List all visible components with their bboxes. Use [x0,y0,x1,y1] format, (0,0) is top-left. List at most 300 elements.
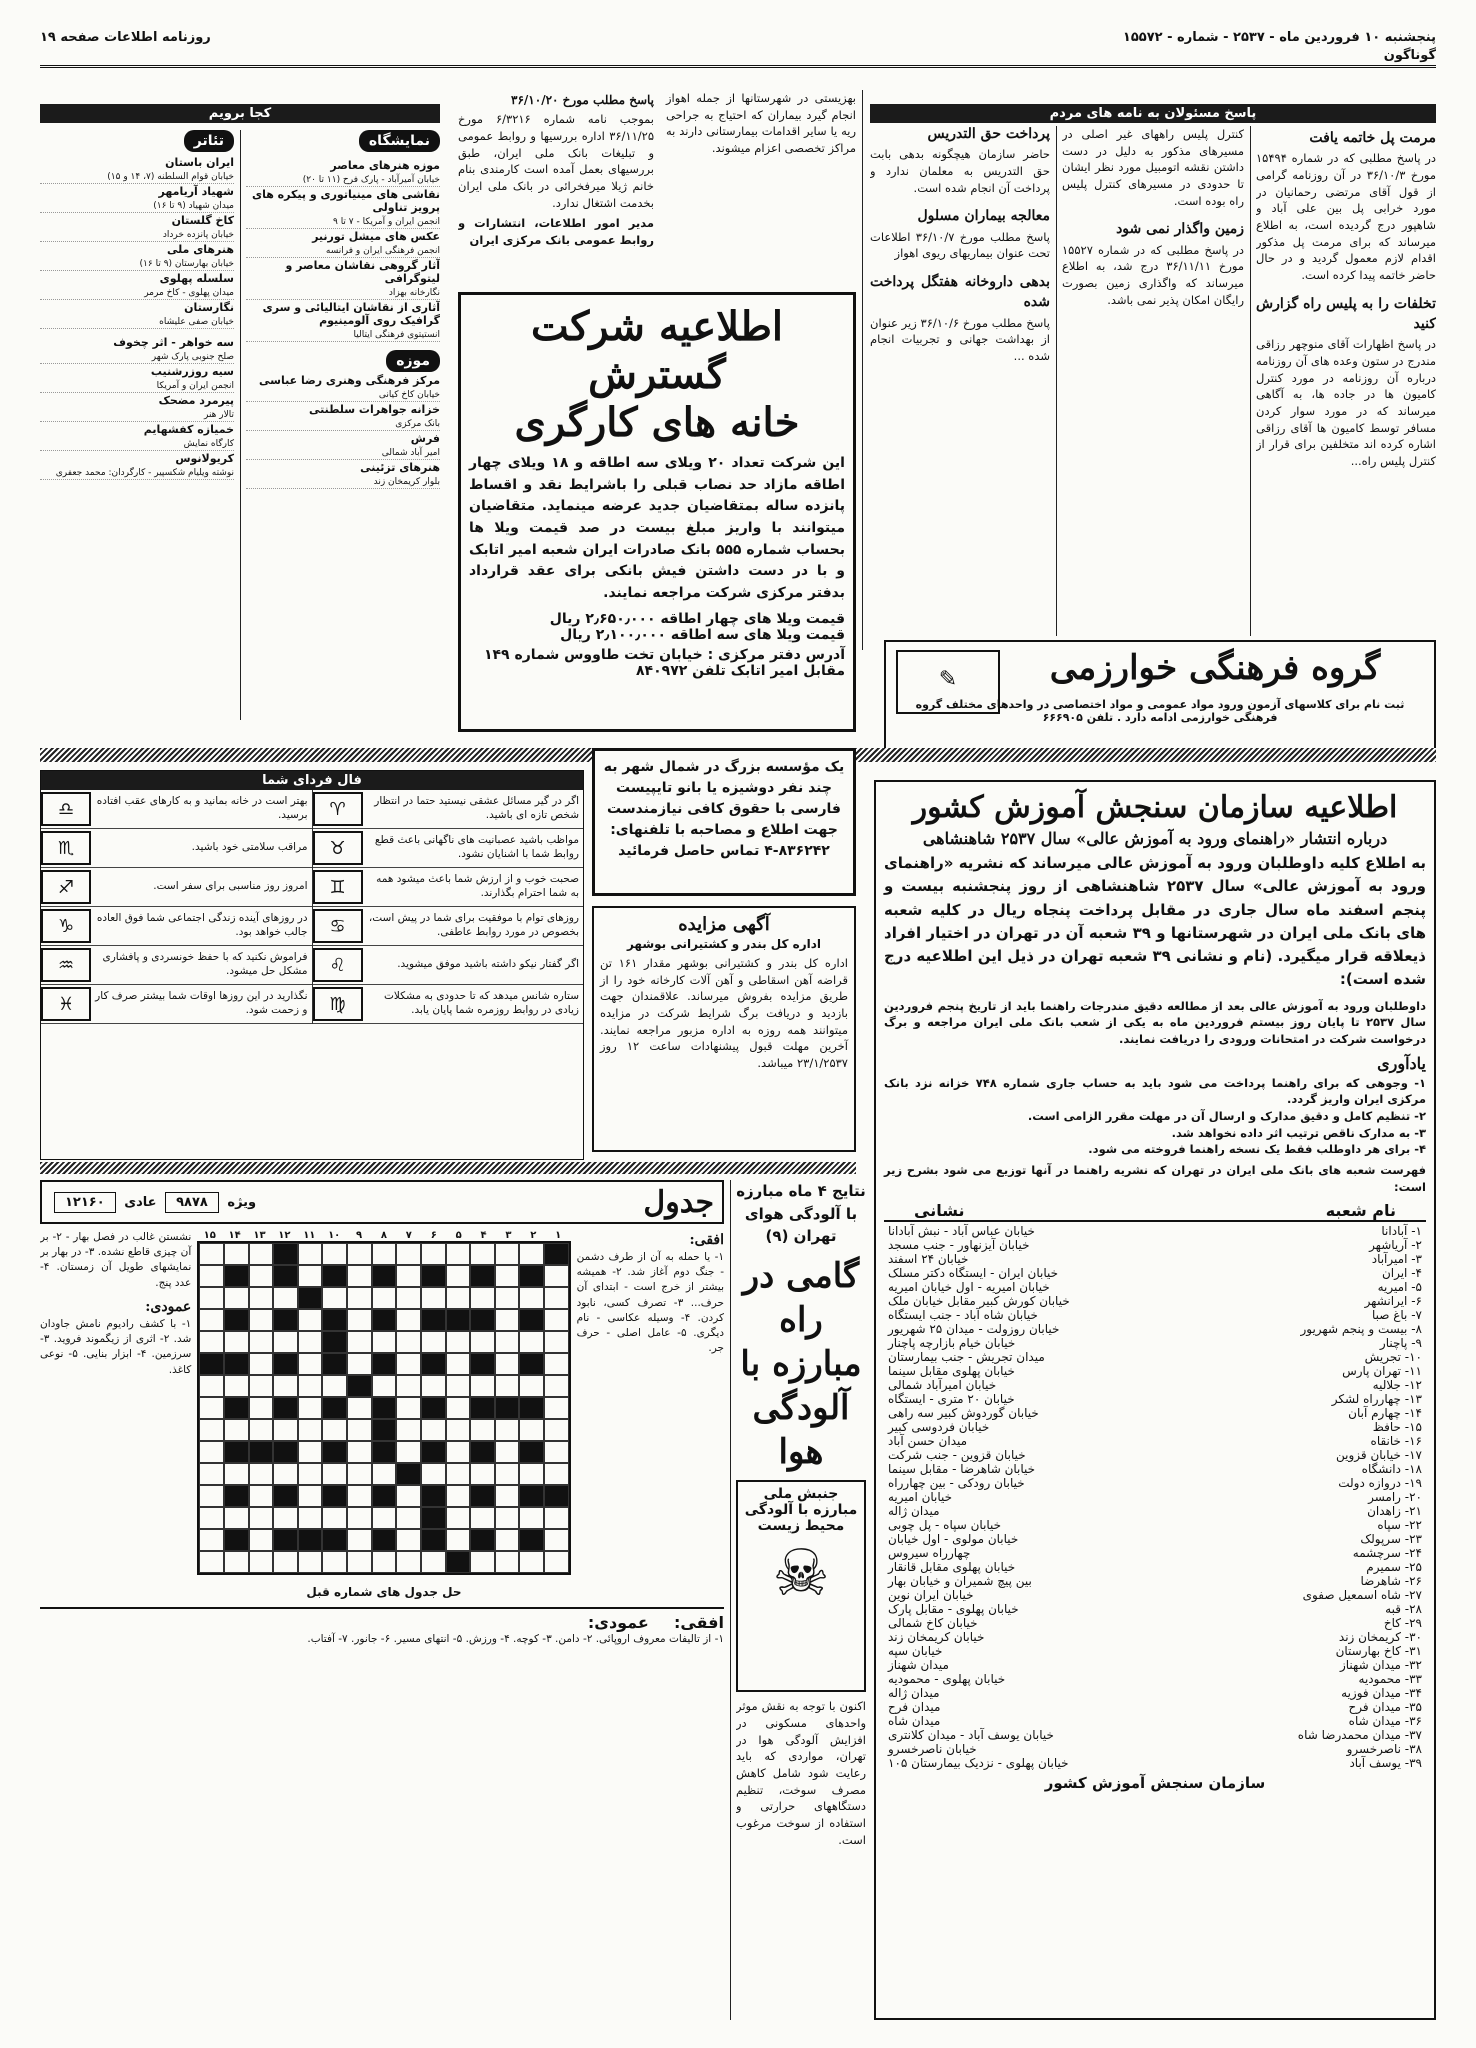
grid-cell[interactable] [470,1287,495,1309]
list-item [246,460,440,489]
grid-cell[interactable] [421,1419,446,1441]
grid-cell[interactable] [273,1375,298,1397]
grid-cell[interactable] [322,1507,347,1529]
grid-cell[interactable] [544,1243,569,1265]
grid-cell[interactable] [544,1309,569,1331]
grid-cell[interactable] [446,1507,471,1529]
list-item [246,229,440,258]
grid-cell[interactable] [273,1507,298,1529]
grid-cell[interactable] [347,1441,372,1463]
reminder-item: ۴- برای هر داوطلب فقط یک نسخه راهنما فروخته می شود. [1088,1142,1426,1157]
grid-cell[interactable] [421,1287,446,1309]
grid-cell[interactable] [249,1353,274,1375]
grid-cell[interactable] [347,1331,372,1353]
grid-cell[interactable] [199,1265,224,1287]
horoscope-text: صحبت خوب و از ارزش شما باعث میشود همه به شما احترام بگذارند. [376,873,579,899]
grid-cell[interactable] [199,1375,224,1397]
grid-cell[interactable] [544,1353,569,1375]
grid-cell[interactable] [495,1265,520,1287]
grid-cell[interactable] [298,1529,323,1551]
table-row [884,1406,1426,1420]
normal-value: ۱۲۱۶۰ [54,1192,116,1213]
exam-body: به اطلاع کلیه داوطلبان ورود به آموزش عالی میرساند که نشریه «راهنمای ورود به آموزش عالی» سال ۲۵۳۷ شاهنشاهی از روز پنجشنبه بیست و پنجم اسفند ماه سال جاری در مقابل پرداخت پنجاه ریال در کلیه شعبه های بانک ملی ایران در شهرستانها و ۳۹ شعبه آن در تهران در اختیار افراد ذیعلاقه قرار میگیرد. (نام و نشانی ۳۹ شعبه تهران در ذیل این اطلاعیه درج شده است): [884,854,1427,989]
grid-cell[interactable] [273,1463,298,1485]
grid-cell[interactable] [470,1309,495,1331]
grid-cell[interactable] [322,1485,347,1507]
article-heading: پاسخ مطلب مورخ ۳۶/۱۰/۲۰ [511,93,654,107]
grid-cell[interactable] [396,1441,421,1463]
housing-ad-body: این شرکت تعداد ۲۰ ویلای سه اطاقه و ۱۸ ویلای چهار اطاقه مازاد حد نصاب قبلی را باشرایط نقد و اقساط پانزده ساله بمتقاضیان جدید عرضه مینماید. متقاضیان میتوانند با واریز مبلغ بیست در صد قیمت ویلا ها بحساب شماره ۵۵۵ بانک صادرات ایران شعبه امیر اتابک و با در دست داشتن فیش بانکی برای عقد قرارداد بدفتر مرکزی شرکت مراجعه نمایند. [469,455,845,602]
grid-cell[interactable] [224,1529,249,1551]
list-item-detail: خیابان بهارستان (۹ تا ۱۶) [139,259,234,269]
list-item-detail: خیابان پانزده خرداد [162,230,234,240]
grid-cell[interactable] [224,1463,249,1485]
table-row [884,1518,1426,1532]
grid-number: ۱ [555,1230,562,1241]
horoscope-sign [313,790,584,829]
table-row [884,1238,1426,1252]
grid-cell[interactable] [298,1507,323,1529]
grid-cell[interactable] [446,1287,471,1309]
grid-cell[interactable] [273,1287,298,1309]
grid-cell[interactable] [421,1463,446,1485]
grid-cell[interactable] [519,1441,544,1463]
grid-cell[interactable] [372,1529,397,1551]
grid-cell[interactable] [396,1397,421,1419]
branch-address: خیابان رودکی - بین چهارراه [888,1476,1025,1491]
grid-cell[interactable] [347,1529,372,1551]
grid-cell[interactable] [347,1375,372,1397]
grid-cell[interactable] [199,1397,224,1419]
grid-cell[interactable] [298,1287,323,1309]
grid-cell[interactable] [273,1309,298,1331]
grid-cell[interactable] [396,1463,421,1485]
grid-cell[interactable] [249,1309,274,1331]
grid-cell[interactable] [298,1331,323,1353]
grid-cell[interactable] [322,1397,347,1419]
grid-cell[interactable] [224,1287,249,1309]
grid-cell[interactable] [421,1309,446,1331]
horoscope-sign [41,868,312,907]
grid-cell[interactable] [446,1529,471,1551]
grid-cell[interactable] [446,1243,471,1265]
grid-cell[interactable] [372,1507,397,1529]
grid-cell[interactable] [224,1485,249,1507]
list-item-detail: میدان پهلوی - کاخ مرمر [144,288,234,298]
article-heading: بدهی داروخانه هفتگل پرداخت شده [870,273,1050,311]
grid-cell[interactable] [273,1551,298,1573]
table-row [884,1714,1426,1728]
header-section: گوناگون [1383,48,1436,63]
grid-cell[interactable] [273,1353,298,1375]
grid-number: ۱۴ [228,1230,241,1241]
grid-cell[interactable] [273,1485,298,1507]
zodiac-icon: ♓ [41,987,91,1021]
horoscope-col-right [312,790,584,1024]
grid-cell[interactable] [519,1309,544,1331]
grid-cell[interactable] [495,1375,520,1397]
list-item [40,300,234,329]
grid-cell[interactable] [470,1551,495,1573]
grid-cell[interactable] [322,1419,347,1441]
grid-cell[interactable] [199,1287,224,1309]
grid-cell[interactable] [372,1331,397,1353]
grid-cell[interactable] [372,1463,397,1485]
branch-name: ۱۲- جلالیه [1372,1378,1422,1393]
grid-cell[interactable] [544,1331,569,1353]
grid-cell[interactable] [544,1463,569,1485]
grid-cell[interactable] [249,1463,274,1485]
grid-cell[interactable] [199,1485,224,1507]
list-item-detail: صلح جنوبی پارک شهر [151,352,234,362]
branch-address: میدان شهناز [888,1658,949,1673]
grid-cell[interactable] [519,1485,544,1507]
grid-cell[interactable] [199,1463,224,1485]
list-item-name: شهیاد آریامهر [158,185,234,198]
grid-cell[interactable] [495,1441,520,1463]
grid-cell[interactable] [421,1529,446,1551]
grid-cell[interactable] [322,1529,347,1551]
grid-cell[interactable] [372,1419,397,1441]
branch-name: ۲۸- قبه [1385,1602,1422,1617]
list-item [246,402,440,431]
branch-address: خیابان سپه [888,1644,943,1659]
grid-cell[interactable] [199,1243,224,1265]
grid-cell[interactable] [470,1243,495,1265]
grid-cell[interactable] [298,1551,323,1573]
article-body: کنترل پلیس راههای غیر اصلی در مسیرهای مذکور به دلیل در دست داشتن نقشه اتومبیل مورد نظر ایشان تا حدودی در مسیرهای کنترل پلیس راه بوده است. [1062,127,1244,208]
grid-cell[interactable] [396,1551,421,1573]
branch-name: ۳۰- کریمخان زند [1338,1630,1422,1645]
grid-cell[interactable] [470,1463,495,1485]
grid-cell[interactable] [224,1551,249,1573]
grid-cell[interactable] [224,1441,249,1463]
branch-address: خیابان کاخ شمالی [888,1616,978,1631]
branch-address: میدان ژاله [888,1504,940,1519]
grid-cell[interactable] [396,1529,421,1551]
grid-cell[interactable] [273,1529,298,1551]
grid-cell[interactable] [199,1507,224,1529]
grid-cell[interactable] [298,1485,323,1507]
grid-cell[interactable] [544,1529,569,1551]
museum-label [246,350,440,369]
grid-cell[interactable] [298,1265,323,1287]
article-body: بهزیستی در شهرستانها از جمله اهواز انجام گیرد بیماران که احتیاج به جراحی ریه یا سایر اقدامات بیمارستانی دارند به مراکز تخصصی اعزام میشوند. [666,91,856,156]
grid-cell[interactable] [298,1353,323,1375]
table-row [884,1364,1426,1378]
grid-cell[interactable] [495,1287,520,1309]
grid-cell[interactable] [470,1353,495,1375]
grid-cell[interactable] [495,1485,520,1507]
grid-cell[interactable] [446,1397,471,1419]
branch-name: ۱۰- تجریش [1364,1350,1422,1365]
grid-cell[interactable] [249,1419,274,1441]
grid-cell[interactable] [470,1375,495,1397]
grid-cell[interactable] [396,1265,421,1287]
grid-cell[interactable] [396,1309,421,1331]
grid-number: ۱۵ [203,1230,216,1241]
grid-cell[interactable] [249,1441,274,1463]
grid-cell[interactable] [298,1397,323,1419]
list-item-name: آثاری از نقاشان ایتالیائی و سری گرافیک روی آلومینیوم [262,301,440,327]
grid-cell[interactable] [273,1441,298,1463]
grid-cell[interactable] [347,1397,372,1419]
grid-cell[interactable] [249,1529,274,1551]
grid-cell[interactable] [544,1375,569,1397]
grid-cell[interactable] [199,1309,224,1331]
grid-cell[interactable] [249,1287,274,1309]
grid-cell[interactable] [519,1397,544,1419]
grid-cell[interactable] [199,1353,224,1375]
grid-cell[interactable] [249,1331,274,1353]
grid-cell[interactable] [495,1507,520,1529]
table-row [884,1602,1426,1616]
grid-cell[interactable] [470,1397,495,1419]
branch-name: ۱۹- دروازه دولت [1338,1476,1422,1491]
grid-cell[interactable] [224,1265,249,1287]
grid-cell[interactable] [249,1375,274,1397]
grid-number: ۵ [455,1230,462,1241]
branch-name: ۸- بیست و پنجم شهریور [1300,1322,1422,1337]
grid-cell[interactable] [470,1529,495,1551]
grid-cell[interactable] [519,1287,544,1309]
grid-cell[interactable] [421,1441,446,1463]
grid-cell[interactable] [544,1287,569,1309]
grid-cell[interactable] [519,1243,544,1265]
zodiac-icon: ♑ [41,909,91,943]
grid-cell[interactable] [396,1353,421,1375]
grid-cell[interactable] [519,1353,544,1375]
exam-signature: سازمان سنجش آموزش کشور [1044,1774,1266,1793]
grid-cell[interactable] [470,1265,495,1287]
grid-cell[interactable] [224,1507,249,1529]
grid-cell[interactable] [396,1243,421,1265]
grid-cell[interactable] [347,1463,372,1485]
grid-cell[interactable] [495,1353,520,1375]
grid-cell[interactable] [495,1243,520,1265]
grid-cell[interactable] [372,1397,397,1419]
branch-address: میدان شاه [888,1714,941,1729]
grid-cell[interactable] [446,1375,471,1397]
grid-cell[interactable] [446,1419,471,1441]
grid-cell[interactable] [372,1353,397,1375]
grid-cell[interactable] [347,1353,372,1375]
grid-cell[interactable] [249,1265,274,1287]
grid-cell[interactable] [199,1441,224,1463]
grid-cell[interactable] [224,1243,249,1265]
grid-cell[interactable] [519,1265,544,1287]
grid-cell[interactable] [495,1551,520,1573]
grid-cell[interactable] [347,1551,372,1573]
grid-cell[interactable] [446,1463,471,1485]
grid-cell[interactable] [470,1507,495,1529]
grid-cell[interactable] [446,1441,471,1463]
left-clues: نشستن غالب در فصل بهار - ۲- بر آن چیزی قاطع نشده. ۳- در بهار بر نمایشهای طویل آن زمستان. ۴- عدد پنج. [40,1231,192,1289]
grid-cell[interactable] [544,1265,569,1287]
grid-cell[interactable] [396,1287,421,1309]
grid-cell[interactable] [372,1309,397,1331]
grid-cell[interactable] [298,1419,323,1441]
grid-cell[interactable] [495,1419,520,1441]
grid-cell[interactable] [421,1265,446,1287]
grid-cell[interactable] [224,1353,249,1375]
grid-cell[interactable] [421,1353,446,1375]
grid-cell[interactable] [372,1287,397,1309]
grid-number: ۳ [505,1230,512,1241]
grid-cell[interactable] [544,1419,569,1441]
grid-cell[interactable] [322,1441,347,1463]
branch-col-address: نشانی [914,1201,965,1221]
grid-cell[interactable] [224,1419,249,1441]
grid-cell[interactable] [495,1397,520,1419]
horoscope-sign [313,946,584,985]
grid-cell[interactable] [421,1243,446,1265]
grid-cell[interactable] [519,1529,544,1551]
exhibition-title: نمایشگاه [359,130,440,152]
crossword-clues-left [40,1230,197,1599]
grid-cell[interactable] [470,1419,495,1441]
list-item-detail: نوشته ویلیام شکسپیر - کارگردان: محمد جعفری [55,468,234,478]
grid-cell[interactable] [298,1243,323,1265]
grid-cell[interactable] [495,1463,520,1485]
grid-cell[interactable] [298,1463,323,1485]
grid-cell[interactable] [470,1331,495,1353]
list-item-name: کریولانوس [175,452,234,465]
grid-cell[interactable] [249,1485,274,1507]
grid-cell[interactable] [347,1507,372,1529]
grid-cell[interactable] [519,1507,544,1529]
grid-cell[interactable] [544,1551,569,1573]
grid-cell[interactable] [421,1551,446,1573]
special-label: ویژه [227,1194,257,1210]
grid-cell[interactable] [372,1551,397,1573]
grid-cell[interactable] [322,1287,347,1309]
grid-cell[interactable] [495,1331,520,1353]
grid-cell[interactable] [322,1375,347,1397]
grid-cell[interactable] [322,1551,347,1573]
grid-cell[interactable] [446,1485,471,1507]
grid-cell[interactable] [396,1507,421,1529]
grid-cell[interactable] [519,1551,544,1573]
grid-number: ۶ [430,1230,437,1241]
grid-cell[interactable] [322,1331,347,1353]
grid-cell[interactable] [273,1331,298,1353]
zodiac-icon: ♎ [41,792,91,826]
list-item-name: عکس های میشل تورنیر [312,230,440,243]
grid-cell[interactable] [249,1397,274,1419]
grid-cell[interactable] [544,1485,569,1507]
branch-address: خیابان سپاه - پل چوبی [888,1518,1002,1533]
grid-cell[interactable] [298,1309,323,1331]
grid-cell[interactable] [446,1331,471,1353]
grid-cell[interactable] [372,1441,397,1463]
horoscope-sign [313,985,584,1024]
grid-cell[interactable] [347,1265,372,1287]
grid-cell[interactable] [298,1375,323,1397]
grid-cell[interactable] [544,1397,569,1419]
grid-cell[interactable] [347,1485,372,1507]
grid-cell[interactable] [273,1397,298,1419]
grid-cell[interactable] [421,1397,446,1419]
list-item-name: مرکز فرهنگی وهنری رضا عباسی [259,374,440,387]
khwarizmi-ad [884,640,1436,760]
grid-cell[interactable] [224,1375,249,1397]
article-body: در پاسخ اظهارات آقای منوچهر رزاقی مندرج در ستون وعده های آن روزنامه درباره آن روزنامه در مورد کنترل کامیون ها در جاده ها، به آگاهی میرساند که در مورد سوار کردن مسافر توسط کامیون ها آقای رزاقی اشاره کرده اند متخلفین برای قرار از کنترل پلیس راه... [1256,337,1436,468]
grid-cell[interactable] [396,1485,421,1507]
branch-address: خیابان شاه آباد - جنب ایستگاه [888,1308,1038,1323]
grid-cell[interactable] [224,1397,249,1419]
grid-cell[interactable] [396,1331,421,1353]
grid-cell[interactable] [544,1507,569,1529]
grid-cell[interactable] [372,1265,397,1287]
grid-cell[interactable] [519,1463,544,1485]
grid-cell[interactable] [421,1375,446,1397]
grid-cell[interactable] [446,1265,471,1287]
grid-cell[interactable] [519,1331,544,1353]
grid-cell[interactable] [224,1331,249,1353]
grid-cell[interactable] [544,1441,569,1463]
horoscope-text: بهتر است در خانه بمانید و به کارهای عقب افتاده برسید. [96,795,308,821]
grid-cell[interactable] [421,1331,446,1353]
grid-cell[interactable] [322,1353,347,1375]
grid-cell[interactable] [446,1309,471,1331]
grid-cell[interactable] [446,1551,471,1573]
grid-cell[interactable] [224,1309,249,1331]
grid-cell[interactable] [372,1243,397,1265]
grid-cell[interactable] [322,1243,347,1265]
grid-cell[interactable] [322,1463,347,1485]
grid-cell[interactable] [347,1419,372,1441]
grid-cell[interactable] [495,1529,520,1551]
grid-cell[interactable] [249,1507,274,1529]
list-item-detail: انجمن ایران و آمریکا - ۷ تا ۹ [332,217,440,227]
grid-cell[interactable] [199,1331,224,1353]
grid-cell[interactable] [495,1309,520,1331]
article-heading: پرداخت حق التدریس [927,126,1050,142]
grid-cell[interactable] [273,1243,298,1265]
grid-cell[interactable] [322,1265,347,1287]
grid-cell[interactable] [347,1309,372,1331]
grid-cell[interactable] [421,1485,446,1507]
list-item-name: خمیازه کفشهایم [143,423,234,436]
grid-cell[interactable] [199,1551,224,1573]
grid-cell[interactable] [519,1419,544,1441]
auction-body: اداره کل بندر و کشتیرانی بوشهر مقدار ۱۶۱ تن قراضه آهن اسقاطی و آهن آلات کارخانه خود را از طریق مزایده بفروش میرساند. علاقمندان جهت بازدید و دریافت برگ شرایط شرکت در مزایده میتوانند همه روزه به اداره مزبور مراجعه نمایند. آخرین مهلت قبول پیشنهادات ساعت ۱۲ روز ۲۳/۱/۲۵۳۷ میباشد. [600,956,848,1071]
grid-cell[interactable] [298,1441,323,1463]
grid-cell[interactable] [199,1529,224,1551]
branch-address: خیابان کورش کبیر مقابل خیابان ملک [888,1294,1070,1309]
grid-cell[interactable] [372,1375,397,1397]
grid-cell[interactable] [273,1265,298,1287]
grid-cell[interactable] [519,1375,544,1397]
grid-cell[interactable] [347,1243,372,1265]
grid-cell[interactable] [199,1419,224,1441]
grid-cell[interactable] [446,1353,471,1375]
grid-cell[interactable] [470,1485,495,1507]
grid-cell[interactable] [396,1419,421,1441]
grid-cell[interactable] [421,1507,446,1529]
table-row [884,1266,1426,1280]
list-item-detail: نگارخانه بهزاد [388,288,440,298]
grid-cell[interactable] [470,1441,495,1463]
grid-cell[interactable] [249,1551,274,1573]
grid-cell[interactable] [273,1419,298,1441]
grid-cell[interactable] [372,1485,397,1507]
grid-cell[interactable] [322,1309,347,1331]
grid-cell[interactable] [396,1375,421,1397]
grid-cell[interactable] [347,1287,372,1309]
grid-cell[interactable] [249,1243,274,1265]
